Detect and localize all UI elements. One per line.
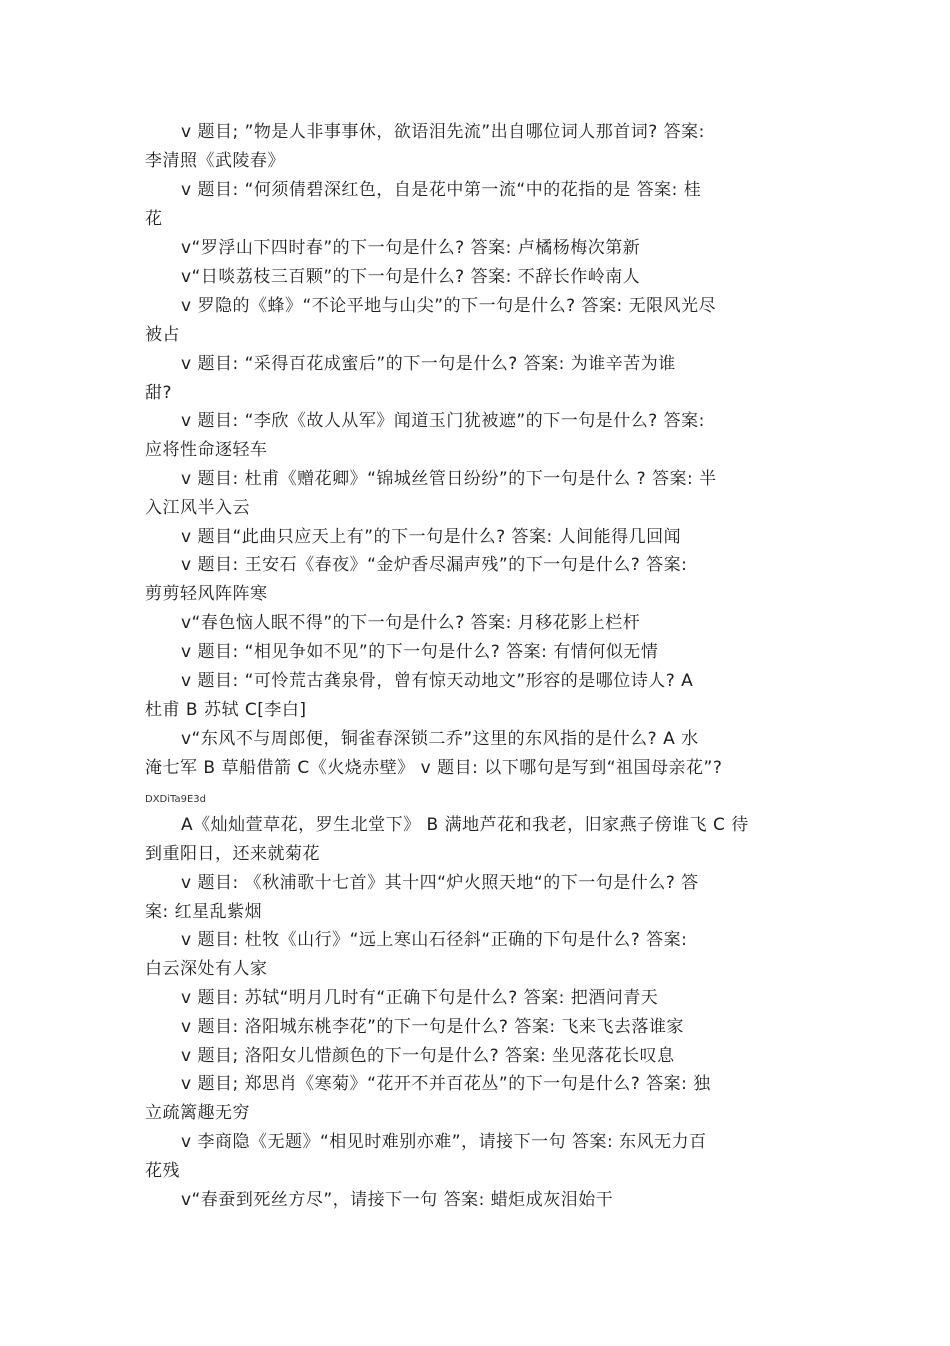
text-line: v 题目: “可怜荒古龚泉骨，曾有惊天动地文”形容的是哪位诗人? A <box>181 671 694 691</box>
text-line: v“日啖荔枝三百颗”的下一句是什么? 答案: 不辞长作岭南人 <box>181 267 641 287</box>
text-line: 入江风半入云 <box>145 498 250 518</box>
text-line: 剪剪轻风阵阵寒 <box>145 584 268 604</box>
text-line: 李清照《武陵春》 <box>145 151 285 171</box>
text-line: 白云深处有人家 <box>145 959 268 979</box>
text-line: 立疏篱趣无穷 <box>145 1103 250 1123</box>
text-line: 花残 <box>145 1161 180 1181</box>
text-line: v 李商隐《无题》“相见时难别亦难”，请接下一句 答案: 东风无力百 <box>181 1132 707 1152</box>
text-line: 淹七军 B 草船借箭 C《火烧赤壁》 v 题目: 以下哪句是写到“祖国母亲花”? <box>145 758 723 778</box>
text-line: v 题目: “采得百花成蜜后”的下一句是什么? 答案: 为谁辛苦为谁 <box>181 354 676 374</box>
text-line: v 题目: 王安石《春夜》“金炉香尽漏声残”的下一句是什么? 答案: <box>181 555 688 575</box>
text-line: v 题目; 郑思肖《寒菊》“花开不并百花丛”的下一句是什么? 答案: 独 <box>181 1074 711 1094</box>
text-line: v 题目: 《秋浦歌十七首》其十四“炉火照天地“的下一句是什么? 答 <box>181 873 699 893</box>
text-line: v“春色恼人眠不得”的下一句是什么? 答案: 月移花影上栏杆 <box>181 613 641 633</box>
text-line: 杜甫 B 苏轼 C[李白] <box>145 700 307 720</box>
text-line: v 题目“此曲只应天上有”的下一句是什么? 答案: 人间能得几回闻 <box>181 527 682 547</box>
text-line: v 罗隐的《蜂》“不论平地与山尖”的下一句是什么? 答案: 无限风光尽 <box>181 296 717 316</box>
text-line: 花 <box>145 209 163 229</box>
document-code: DXDiTa9E3d <box>145 794 207 805</box>
text-line: v 题目: 苏轼“明月几时有“正确下句是什么? 答案: 把酒问青天 <box>181 988 659 1008</box>
text-line: 应将性命逐轻车 <box>145 440 268 460</box>
text-line: 案: 红星乱紫烟 <box>145 902 263 922</box>
text-line: v 题目: 杜甫《赠花卿》“锦城丝管日纷纷”的下一句是什么 ? 答案: 半 <box>181 469 717 489</box>
text-line: v 题目: “相见争如不见”的下一句是什么? 答案: 有情何似无情 <box>181 642 659 662</box>
text-line: v 题目: “何须倩碧深红色，自是花中第一流“中的花指的是 答案: 桂 <box>181 180 702 200</box>
text-line: v“罗浮山下四时春”的下一句是什么? 答案: 卢橘杨梅次第新 <box>181 238 641 258</box>
text-line: 被占 <box>145 325 180 345</box>
text-line: v“东风不与周郎便，铜雀春深锁二乔”这里的东风指的是什么? A 水 <box>181 729 699 749</box>
text-line: 甜? <box>145 383 173 403</box>
text-line: 到重阳日，还来就菊花 <box>145 844 320 864</box>
text-line: A《灿灿萱草花，罗生北堂下》 B 满地芦花和我老，旧家燕子傍谁飞 C 待 <box>181 815 749 835</box>
text-line: v 题目; 洛阳女儿惜颜色的下一句是什么? 答案: 坐见落花长叹息 <box>181 1046 675 1066</box>
text-line: v“春蚕到死丝方尽”，请接下一句 答案: 蜡炬成灰泪始干 <box>181 1190 614 1210</box>
text-line: v 题目: “李欣《故人从军》闻道玉门犹被遮”的下一句是什么? 答案: <box>181 411 705 431</box>
text-line: v 题目: 杜牧《山行》“远上寒山石径斜“正确的下句是什么? 答案: <box>181 930 688 950</box>
text-line: v 题目; ”物是人非事事休，欲语泪先流”出自哪位词人那首词? 答案: <box>181 122 705 142</box>
text-line: v 题目: 洛阳城东桃李花”的下一句是什么? 答案: 飞来飞去落谁家 <box>181 1017 684 1037</box>
